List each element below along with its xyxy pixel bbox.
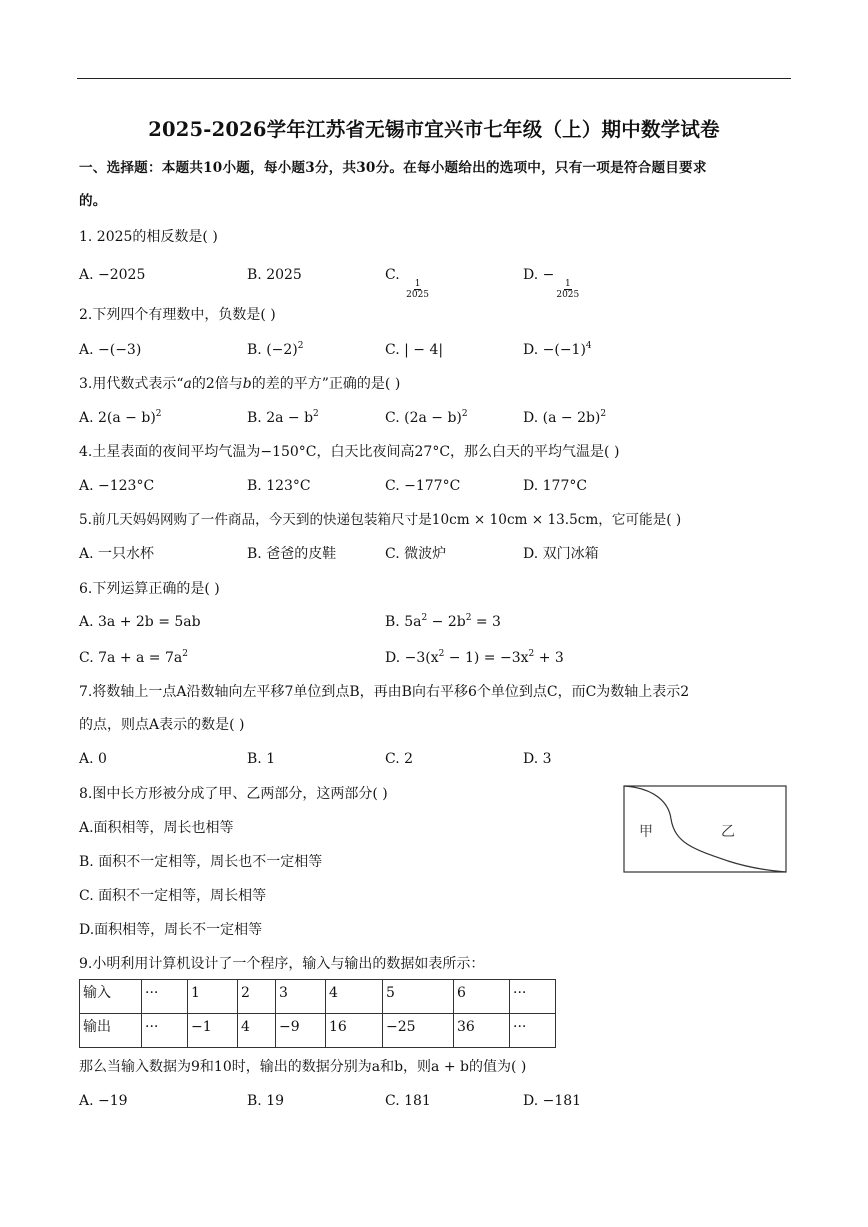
section-heading-line2: 的。 [79, 193, 107, 209]
q9-option-c: C. 181 [385, 1093, 431, 1109]
table-cell: ··· [510, 980, 556, 1014]
q3-option-c [385, 408, 468, 428]
q1-option-d [523, 265, 581, 300]
q8-rectangle-figure [623, 785, 787, 873]
exponent: 2 [600, 409, 607, 419]
section-heading-line1: 一、选择题：本题共10小题，每小题3分，共30分。在每小题给出的选项中，只有一项是符合题目要求 [79, 160, 707, 176]
q3-option-b-base: B. 2a − b [247, 410, 314, 426]
q6-option-b-part3: = 3 [471, 614, 501, 630]
q2-option-a: A. −(−3) [79, 342, 142, 358]
q3-var-b: b [242, 376, 252, 392]
q7-option-a: A. 0 [79, 751, 107, 767]
q1-option-b: B. 2025 [247, 267, 302, 283]
q4-stem: 4.土星表面的夜间平均气温为−150°C，白天比夜间高27°C，那么白天的平均气温是( ) [79, 444, 620, 460]
q9-option-a: A. −19 [79, 1093, 128, 1109]
q3-option-d-base: D. (a − 2b) [523, 410, 601, 426]
table-cell: −1 [188, 1014, 238, 1048]
exam-title: 2025-2026学年江苏省无锡市宜兴市七年级（上）期中数学试卷 [148, 118, 720, 141]
q1-stem: 1. 2025的相反数是( ) [79, 229, 218, 245]
fraction-denominator: 2025 [556, 290, 580, 300]
q7-option-b: B. 1 [247, 751, 276, 767]
q5-stem: 5.前几天妈妈网购了一件商品，今天到的快递包装箱尺寸是10cm × 10cm × 13.5cm，它可能是( ) [79, 512, 682, 528]
q9-stem: 9.小明利用计算机设计了一个程序，输入与输出的数据如表所示： [79, 956, 485, 972]
q2-option-c: C. | − 4| [385, 342, 444, 358]
table-cell: 1 [188, 980, 238, 1014]
table-cell: 输入 [80, 980, 142, 1014]
table-cell: 4 [238, 1014, 276, 1048]
q3-var-a: a [183, 376, 192, 392]
header-rule [77, 78, 791, 79]
exponent: 2 [297, 341, 304, 351]
q6-option-c [79, 648, 188, 668]
q6-option-d-part1: D. −3(x [385, 650, 439, 666]
q1-option-c [385, 265, 431, 300]
q4-option-d: D. 177°C [523, 478, 588, 494]
q8-option-a: A.面积相等，周长也相等 [79, 820, 234, 836]
q1-option-d-prefix: D. − [523, 267, 555, 283]
q8-option-b: B. 面积不一定相等，周长也不一定相等 [79, 854, 323, 870]
q7-stem-line1: 7.将数轴上一点A沿数轴向左平移7单位到点B，再由B向右平移6个单位到点C，而C为数轴上表示2 [79, 684, 690, 700]
exponent: 4 [585, 341, 592, 351]
io-table [79, 979, 556, 1048]
q1-option-c-fraction [405, 279, 430, 300]
q2-option-d [523, 340, 592, 360]
table-cell: ··· [510, 1014, 556, 1048]
q6-option-a: A. 3a + 2b = 5ab [79, 614, 201, 630]
q1-option-d-fraction [555, 279, 580, 300]
exponent: 2 [528, 649, 535, 659]
q3-option-b [247, 408, 319, 428]
q6-option-b-part1: B. 5a [385, 614, 422, 630]
table-cell: 输出 [80, 1014, 142, 1048]
table-row-input [80, 980, 556, 1014]
q6-option-c-base: C. 7a + a = 7a [79, 650, 183, 666]
q9-option-d: D. −181 [523, 1093, 582, 1109]
q9-option-b: B. 19 [247, 1093, 285, 1109]
q6-option-d [385, 648, 564, 668]
fraction-numerator: 1 [414, 279, 421, 289]
table-cell: 3 [276, 980, 326, 1014]
table-cell: −25 [383, 1014, 454, 1048]
q6-option-d-part3: + 3 [534, 650, 564, 666]
exponent: 2 [438, 649, 445, 659]
q6-option-b [385, 612, 501, 632]
exponent: 2 [461, 409, 468, 419]
q5-option-d: D. 双门冰箱 [523, 546, 599, 562]
q2-option-b-base: B. (−2) [247, 342, 298, 358]
q3-stem-part3: 的差的平方”正确的是( ) [251, 376, 401, 392]
q9-question: 那么当输入数据为9和10时，输出的数据分别为a和b，则a + b的值为( ) [79, 1059, 527, 1075]
table-cell: 36 [454, 1014, 510, 1048]
q2-option-d-base: D. −(−1) [523, 342, 586, 358]
region-jia-label: 甲 [639, 824, 653, 840]
q3-option-d [523, 408, 606, 428]
fraction-numerator: 1 [564, 279, 571, 289]
table-cell: 16 [326, 1014, 383, 1048]
q4-option-a: A. −123°C [79, 478, 155, 494]
q1-option-a: A. −2025 [79, 267, 146, 283]
fraction-denominator: 2025 [406, 290, 430, 300]
table-cell: −9 [276, 1014, 326, 1048]
q5-option-b: B. 爸爸的皮鞋 [247, 546, 337, 562]
region-yi-label: 乙 [721, 824, 735, 840]
q8-option-c: C. 面积不一定相等，周长相等 [79, 888, 267, 904]
table-cell: 4 [326, 980, 383, 1014]
q2-stem: 2.下列四个有理数中，负数是( ) [79, 307, 276, 323]
q3-stem-part2: 的2倍与 [191, 376, 243, 392]
table-cell: 2 [238, 980, 276, 1014]
q8-option-d: D.面积相等，周长不一定相等 [79, 922, 263, 938]
q7-option-d: D. 3 [523, 751, 552, 767]
table-cell: 6 [454, 980, 510, 1014]
exponent: 2 [421, 613, 428, 623]
q4-option-c: C. −177°C [385, 478, 461, 494]
table-row-output [80, 1014, 556, 1048]
q1-option-c-prefix: C. [385, 267, 405, 283]
exponent: 2 [155, 409, 162, 419]
q3-option-a-base: A. 2(a − b) [79, 410, 156, 426]
q2-option-b [247, 340, 303, 360]
exponent: 2 [182, 649, 188, 659]
q7-stem-line2: 的点，则点A表示的数是( ) [79, 717, 245, 733]
q6-option-b-part2: − 2b [427, 614, 466, 630]
q4-option-b: B. 123°C [247, 478, 311, 494]
q8-stem: 8.图中长方形被分成了甲、乙两部分，这两部分( ) [79, 786, 388, 802]
q3-stem [79, 374, 400, 394]
table-cell: ··· [142, 1014, 188, 1048]
exponent: 2 [465, 613, 472, 623]
q7-option-c: C. 2 [385, 751, 414, 767]
q3-stem-part1: 3.用代数式表示“ [79, 376, 184, 392]
table-cell: ··· [142, 980, 188, 1014]
table-cell: 5 [383, 980, 454, 1014]
q5-option-c: C. 微波炉 [385, 546, 447, 562]
q6-stem: 6.下列运算正确的是( ) [79, 581, 220, 597]
q6-option-d-part2: − 1) = −3x [444, 650, 529, 666]
q3-option-c-base: C. (2a − b) [385, 410, 462, 426]
q3-option-a [79, 408, 162, 428]
q5-option-a: A. 一只水杯 [79, 546, 155, 562]
exponent: 2 [313, 409, 319, 419]
